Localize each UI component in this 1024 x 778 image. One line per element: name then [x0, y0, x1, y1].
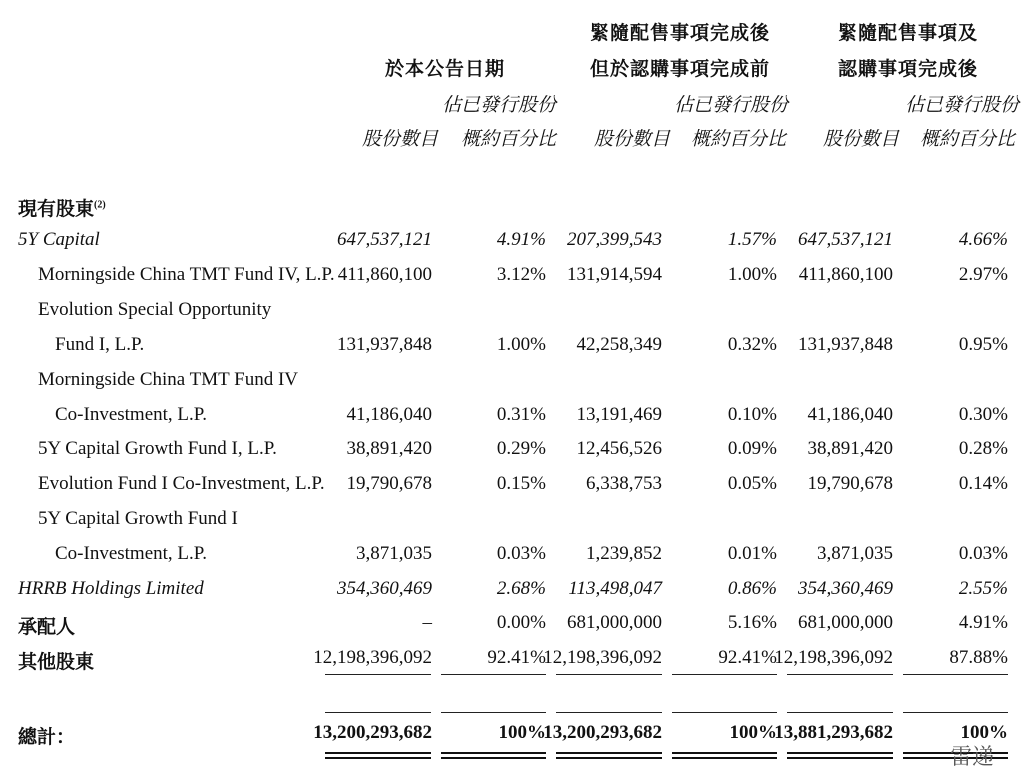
total-top-rule-2: [441, 712, 546, 713]
percent-cell: 92.41%: [487, 647, 546, 668]
shares-cell: –: [422, 612, 432, 633]
percent-cell: 1.00%: [496, 334, 546, 355]
watermark: 雷递: [949, 745, 994, 770]
total-shares-cell: 13,881,293,682: [774, 722, 893, 743]
shares-cell: 681,000,000: [798, 612, 893, 633]
row-label: 5Y Capital Growth Fund I: [38, 508, 238, 529]
percent-cell: 1.57%: [727, 229, 777, 250]
header-group1-line1: 於本公告日期: [385, 59, 506, 80]
total-double-rule-3: [556, 752, 662, 759]
subheader-shares-3: 股份數目: [823, 129, 900, 150]
shares-cell: 12,456,526: [576, 438, 662, 459]
shares-cell: 6,338,753: [586, 473, 662, 494]
percent-cell: 92.41%: [718, 647, 777, 668]
percent-cell: 0.03%: [958, 543, 1008, 564]
total-double-rule-2: [441, 752, 546, 759]
shares-cell: 647,537,121: [798, 229, 893, 250]
percent-cell: 0.03%: [496, 543, 546, 564]
percent-cell: 1.00%: [727, 264, 777, 285]
percent-cell: 0.14%: [958, 473, 1008, 494]
header-group3-line1: 緊隨配售事項及: [838, 23, 979, 44]
shares-cell: 354,360,469: [798, 578, 893, 599]
percent-cell: 0.32%: [727, 334, 777, 355]
shares-cell: 13,191,469: [576, 404, 662, 425]
shares-cell: 113,498,047: [568, 578, 662, 599]
percent-cell: 0.29%: [496, 438, 546, 459]
percent-cell: 2.55%: [958, 578, 1008, 599]
percent-cell: 0.05%: [727, 473, 777, 494]
subheader-pct-top-1: 佔已發行股份: [442, 95, 557, 116]
subtotal-rule-1: [325, 674, 431, 675]
row-label: Morningside China TMT Fund IV: [38, 369, 299, 390]
percent-cell: 0.95%: [958, 334, 1008, 355]
percent-cell: 0.15%: [496, 473, 546, 494]
shares-cell: 38,891,420: [346, 438, 432, 459]
percent-cell: 0.09%: [727, 438, 777, 459]
shares-cell: 42,258,349: [576, 334, 662, 355]
row-label: 5Y Capital: [18, 229, 100, 250]
row-label: 5Y Capital Growth Fund I, L.P.: [38, 438, 277, 459]
shares-cell: 41,186,040: [346, 404, 432, 425]
subheader-pct-top-2: 佔已發行股份: [674, 95, 789, 116]
subheader-pct-bottom-1: 概約百分比: [461, 129, 557, 150]
subheader-pct-bottom-2: 概約百分比: [691, 129, 787, 150]
total-top-rule-6: [903, 712, 1008, 713]
row-label: Co-Investment, L.P.: [55, 404, 207, 425]
shares-cell: 131,937,848: [337, 334, 432, 355]
shares-cell: 354,360,469: [337, 578, 432, 599]
percent-cell: 2.97%: [958, 264, 1008, 285]
percent-cell: 4.91%: [496, 229, 546, 250]
shares-cell: 207,399,543: [567, 229, 662, 250]
percent-cell: 2.68%: [496, 578, 546, 599]
subheader-pct-bottom-3: 概約百分比: [920, 129, 1016, 150]
shares-cell: 411,860,100: [337, 264, 432, 285]
shares-cell: 681,000,000: [567, 612, 662, 633]
total-shares-cell: 13,200,293,682: [543, 722, 662, 743]
subtotal-rule-4: [672, 674, 777, 675]
total-double-rule-4: [672, 752, 777, 759]
total-label: 總計：: [18, 727, 76, 748]
section-title-text: 現有股東: [18, 199, 95, 220]
header-group2-line1: 緊隨配售事項完成後: [590, 23, 771, 44]
percent-cell: 0.28%: [958, 438, 1008, 459]
percent-cell: 0.86%: [727, 578, 777, 599]
subtotal-rule-3: [556, 674, 662, 675]
shares-cell: 12,198,396,092: [313, 647, 432, 668]
row-label: 承配人: [18, 617, 76, 638]
total-shares-cell: 13,200,293,682: [313, 722, 432, 743]
shares-cell: 131,914,594: [567, 264, 662, 285]
percent-cell: 0.30%: [958, 404, 1008, 425]
percent-cell: 0.31%: [496, 404, 546, 425]
percent-cell: 5.16%: [727, 612, 777, 633]
total-percent-cell: 100%: [498, 722, 546, 743]
section-title: [18, 194, 106, 221]
row-label: Evolution Fund I Co-Investment, L.P.: [38, 473, 325, 494]
subtotal-rule-6: [903, 674, 1008, 675]
subheader-pct-top-3: 佔已發行股份: [905, 95, 1020, 116]
subtotal-rule-2: [441, 674, 546, 675]
shares-cell: 38,891,420: [807, 438, 893, 459]
percent-cell: 0.00%: [496, 612, 546, 633]
total-top-rule-3: [556, 712, 662, 713]
row-label: Fund I, L.P.: [55, 334, 145, 355]
shares-cell: 411,860,100: [798, 264, 893, 285]
shares-cell: 3,871,035: [817, 543, 893, 564]
shares-cell: 131,937,848: [798, 334, 893, 355]
total-double-rule-1: [325, 752, 431, 759]
shares-cell: 647,537,121: [337, 229, 432, 250]
shares-cell: 12,198,396,092: [543, 647, 662, 668]
row-label: Evolution Special Opportunity: [38, 299, 272, 320]
shares-cell: 41,186,040: [807, 404, 893, 425]
section-note: (2): [94, 199, 106, 211]
percent-cell: 0.01%: [727, 543, 777, 564]
percent-cell: 0.10%: [727, 404, 777, 425]
subtotal-rule-5: [787, 674, 893, 675]
row-label: Morningside China TMT Fund IV, L.P.: [38, 264, 335, 285]
row-label: HRRB Holdings Limited: [18, 578, 204, 599]
shares-cell: 1,239,852: [586, 543, 662, 564]
percent-cell: 3.12%: [496, 264, 546, 285]
total-percent-cell: 100%: [960, 722, 1008, 743]
total-double-rule-5: [787, 752, 893, 759]
total-top-rule-1: [325, 712, 431, 713]
percent-cell: 4.91%: [958, 612, 1008, 633]
row-label: Co-Investment, L.P.: [55, 543, 207, 564]
shares-cell: 19,790,678: [346, 473, 432, 494]
total-top-rule-5: [787, 712, 893, 713]
header-group2-line2: 但於認購事項完成前: [590, 59, 771, 80]
total-top-rule-4: [672, 712, 777, 713]
percent-cell: 4.66%: [958, 229, 1008, 250]
shares-cell: 12,198,396,092: [774, 647, 893, 668]
subheader-shares-1: 股份數目: [362, 129, 439, 150]
shares-cell: 3,871,035: [356, 543, 432, 564]
shares-cell: 19,790,678: [807, 473, 893, 494]
subheader-shares-2: 股份數目: [594, 129, 671, 150]
percent-cell: 87.88%: [949, 647, 1008, 668]
total-percent-cell: 100%: [729, 722, 777, 743]
header-group3-line2: 認購事項完成後: [838, 59, 979, 80]
row-label: 其他股東: [18, 652, 95, 673]
